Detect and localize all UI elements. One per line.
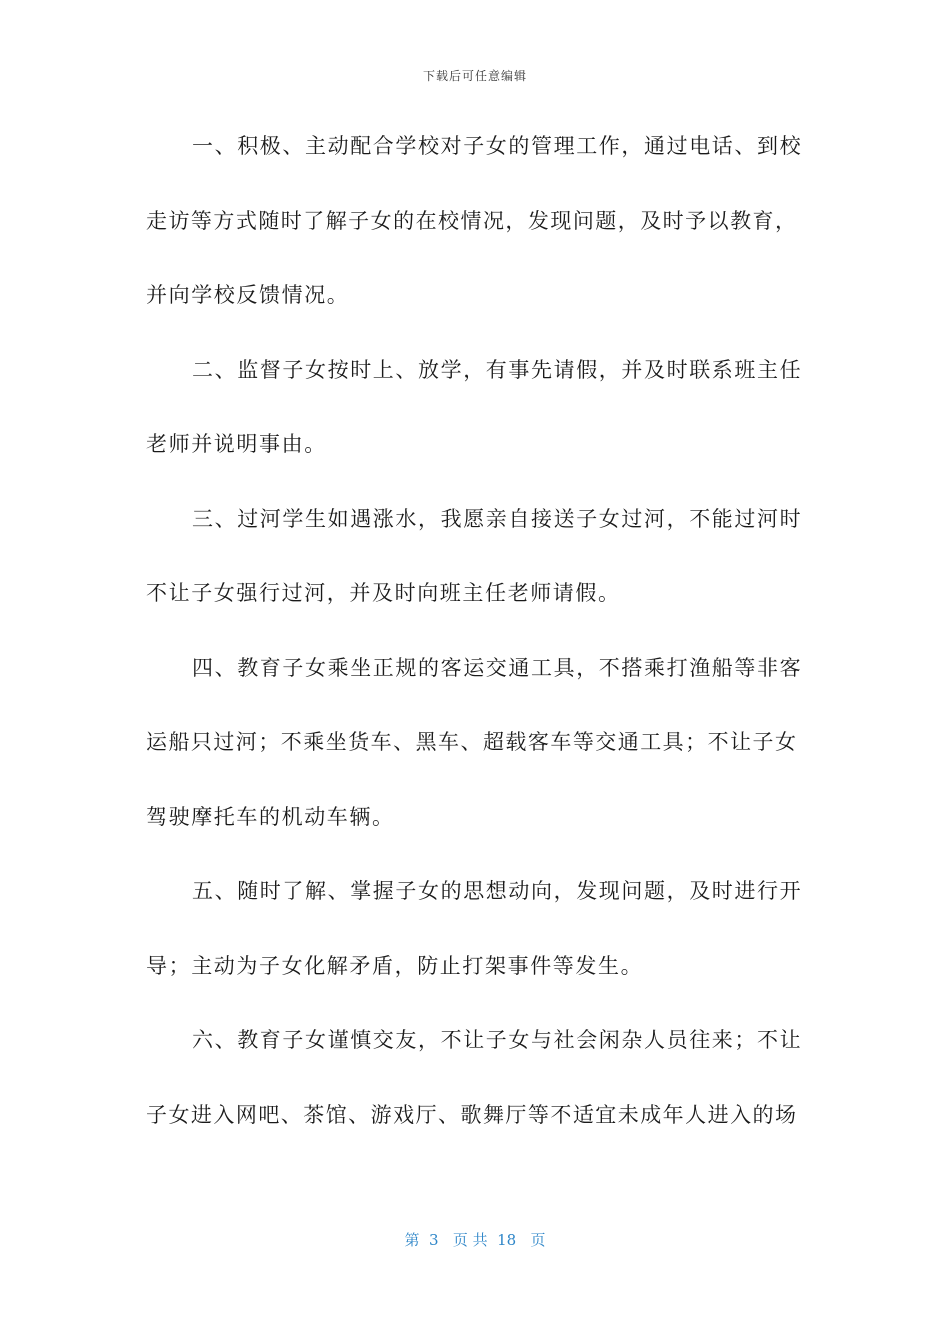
paragraph-6-line-1: 六、教育子女谨慎交友，不让子女与社会闲杂人员往来；不让: [192, 1028, 803, 1052]
paragraph-4-line-2: 运船只过河；不乘坐货车、黑车、超载客车等交通工具；不让子女: [146, 730, 796, 754]
document-body: [146, 128, 803, 1171]
paragraph-4-line-1: 四、教育子女乘坐正规的客运交通工具，不搭乘打渔船等非客: [192, 655, 803, 680]
paragraph-2-line-1: 二、监督子女按时上、放学，有事先请假，并及时联系班主任: [192, 357, 803, 382]
page-number-footer: 第 3 页 共 18 页: [404, 1231, 546, 1249]
paragraph-1-line-3: 并向学校反馈情况。: [146, 283, 350, 307]
paragraph-2-line-2: 老师并说明事由。: [146, 432, 327, 456]
paragraph-3-line-1: 三、过河学生如遇涨水，我愿亲自接送子女过河，不能过河时: [192, 506, 803, 531]
paragraph-6-line-2: 子女进入网吧、茶馆、游戏厅、歌舞厅等不适宜未成年人进入的场: [146, 1102, 796, 1127]
paragraph-1-line-2: 走访等方式随时了解子女的在校情况，发现问题，及时予以教育，: [146, 208, 796, 233]
download-note: 下载后可任意编辑: [422, 69, 527, 83]
paragraph-5-line-1: 五、随时了解、掌握子女的思想动向，发现问题，及时进行开: [192, 879, 803, 903]
paragraph-5-line-2: 导；主动为子女化解矛盾，防止打架事件等发生。: [146, 953, 644, 978]
paragraph-3-line-2: 不让子女强行过河，并及时向班主任老师请假。: [146, 581, 621, 605]
paragraph-1-line-1: 一、积极、主动配合学校对子女的管理工作，通过电话、到校: [192, 134, 803, 158]
paragraph-4-line-3: 驾驶摩托车的机动车辆。: [146, 804, 395, 829]
